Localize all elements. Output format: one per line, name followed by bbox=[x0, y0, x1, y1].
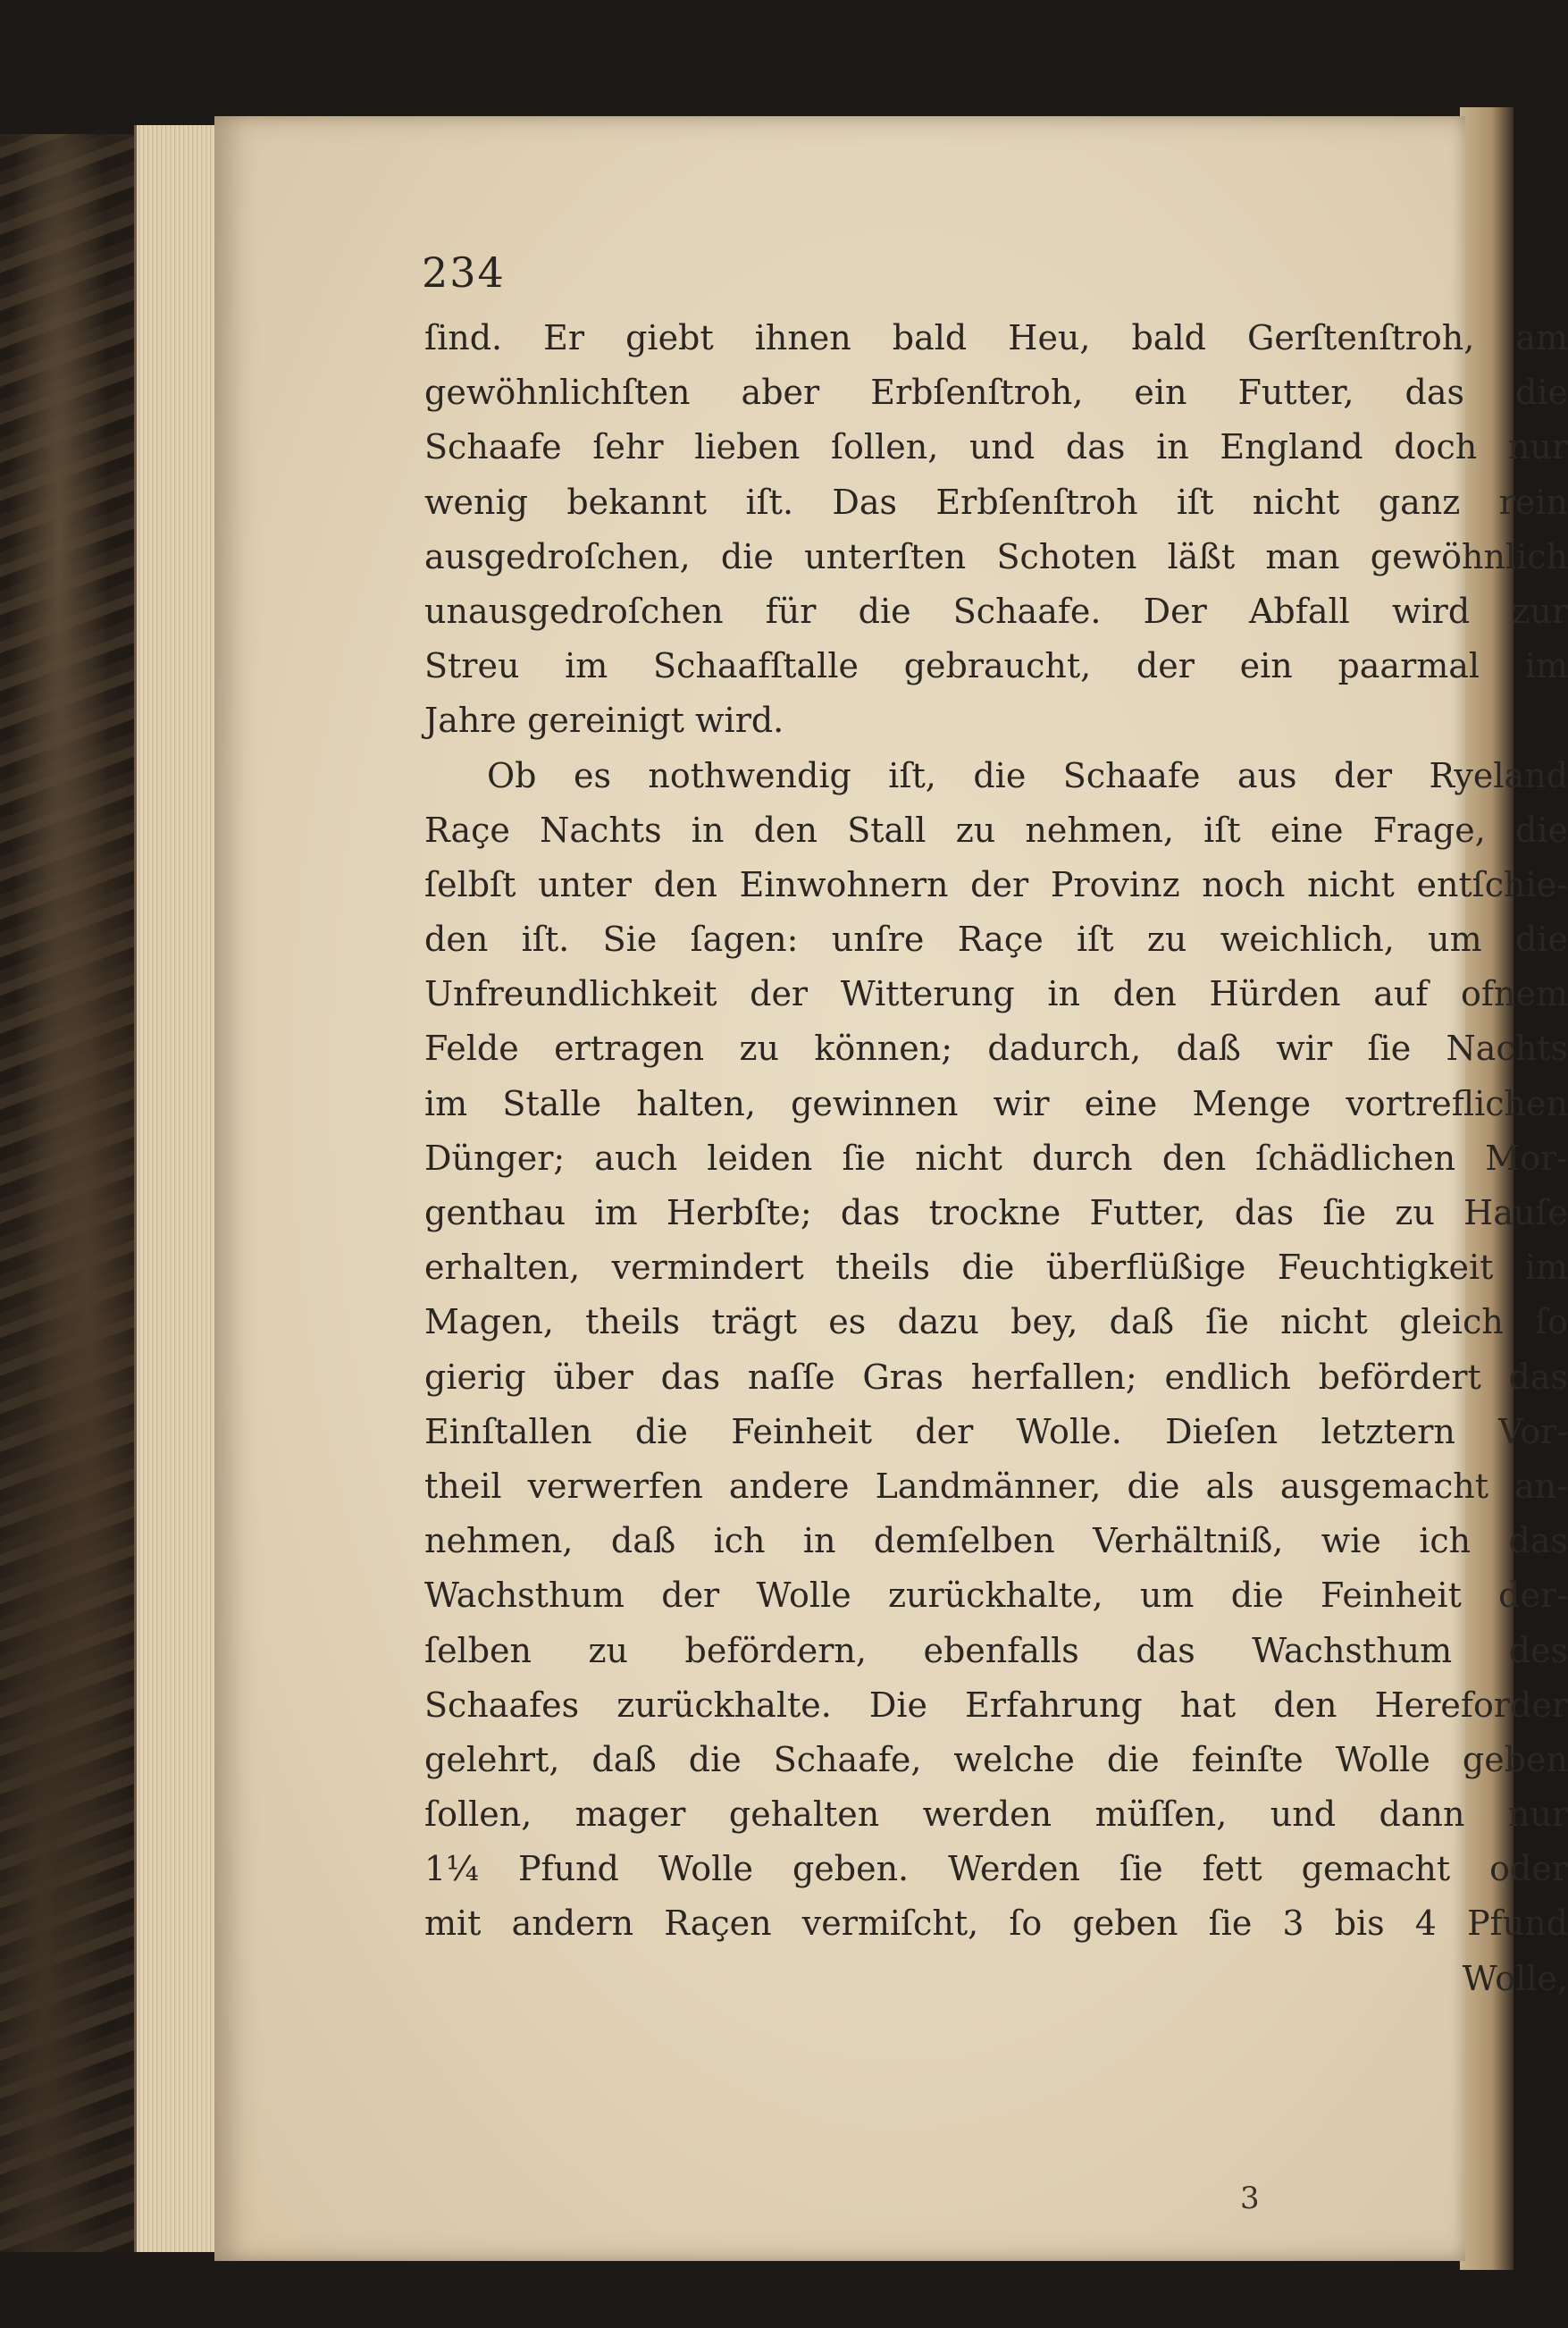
text-line: erhalten, vermindert theils die überflüßige Feuchtigkeit im bbox=[424, 1248, 1568, 1288]
book-cover-left bbox=[0, 134, 151, 2252]
book-page bbox=[214, 116, 1568, 2261]
text-line: gierig über das naſſe Gras herfallen; endlich befördert das bbox=[424, 1357, 1568, 1397]
text-line: nehmen, daß ich in demſelben Verhältniß, wie ich das bbox=[424, 1521, 1568, 1561]
page-edges bbox=[134, 125, 222, 2252]
text-line: gewöhnlichſten aber Erbſenſtroh, ein Futter, das die bbox=[424, 373, 1568, 413]
text-line: Jahre gereinigt wird. bbox=[424, 701, 784, 741]
text-line: Streu im Schaafſtalle gebraucht, der ein paarmal im bbox=[424, 646, 1568, 686]
signature-mark: 3 bbox=[1240, 2181, 1260, 2216]
text-line: Magen, theils trägt es dazu bey, daß ſie nicht gleich ſo bbox=[424, 1302, 1568, 1342]
text-line: unausgedroſchen für die Schaafe. Der Abfall wird zur bbox=[424, 591, 1568, 631]
text-line: Wachsthum der Wolle zurückhalte, um die Feinheit der- bbox=[424, 1576, 1568, 1616]
body-text bbox=[424, 311, 1568, 2006]
text-line: Unfreundlichkeit der Witterung in den Hürden auf ofnem bbox=[424, 974, 1568, 1014]
text-line: Raçe Nachts in den Stall zu nehmen, iſt eine Frage, die bbox=[424, 810, 1568, 850]
text-line: Dünger; auch leiden ſie nicht durch den ſchädlichen Mor- bbox=[424, 1138, 1568, 1178]
text-line: gelehrt, daß die Schaafe, welche die feinſte Wolle geben bbox=[424, 1739, 1568, 1779]
text-line: Schaafes zurückhalte. Die Erfahrung hat den Hereforder bbox=[424, 1685, 1568, 1725]
text-line: theil verwerfen andere Landmänner, die als ausgemacht an- bbox=[424, 1466, 1568, 1506]
text-line: Felde ertragen zu können; dadurch, daß wir ſie Nachts bbox=[424, 1029, 1568, 1069]
text-line: mit andern Raçen vermiſcht, ſo geben ſie 3 bis 4 Pfund bbox=[424, 1904, 1568, 1944]
page-number: 234 bbox=[422, 248, 506, 297]
text-line: den iſt. Sie ſagen: unſre Raçe iſt zu weichlich, um die bbox=[424, 920, 1568, 960]
text-line: genthau im Herbſte; das trockne Futter, das ſie zu Hauſe bbox=[424, 1193, 1568, 1232]
text-line: ausgedroſchen, die unterſten Schoten läßt man gewöhnlich bbox=[424, 536, 1568, 576]
text-line: ſind. Er giebt ihnen bald Heu, bald Gerſtenſtroh, am bbox=[424, 318, 1568, 357]
text-line: Ob es nothwendig iſt, die Schaafe aus der Ryeland bbox=[487, 755, 1568, 795]
text-line: ſelbſt unter den Einwohnern der Provinz noch nicht entſchie- bbox=[424, 864, 1568, 904]
text-line: 1¼ Pfund Wolle geben. Werden ſie fett gemacht oder bbox=[424, 1849, 1568, 1889]
text-line: Einſtallen die Feinheit der Wolle. Dieſen letztern Vor- bbox=[424, 1411, 1568, 1451]
text-line: wenig bekannt iſt. Das Erbſenſtroh iſt nicht ganz rein bbox=[424, 482, 1568, 522]
text-line: im Stalle halten, gewinnen wir eine Menge vortreflichen bbox=[424, 1083, 1568, 1123]
text-line: Schaafe ſehr lieben ſollen, und das in England doch nur bbox=[424, 427, 1568, 467]
catchword: Wolle, bbox=[1462, 1958, 1568, 1998]
text-line: ſelben zu befördern, ebenfalls das Wachsthum des bbox=[424, 1630, 1568, 1670]
text-line: ſollen, mager gehalten werden müſſen, und dann nur bbox=[424, 1794, 1568, 1835]
